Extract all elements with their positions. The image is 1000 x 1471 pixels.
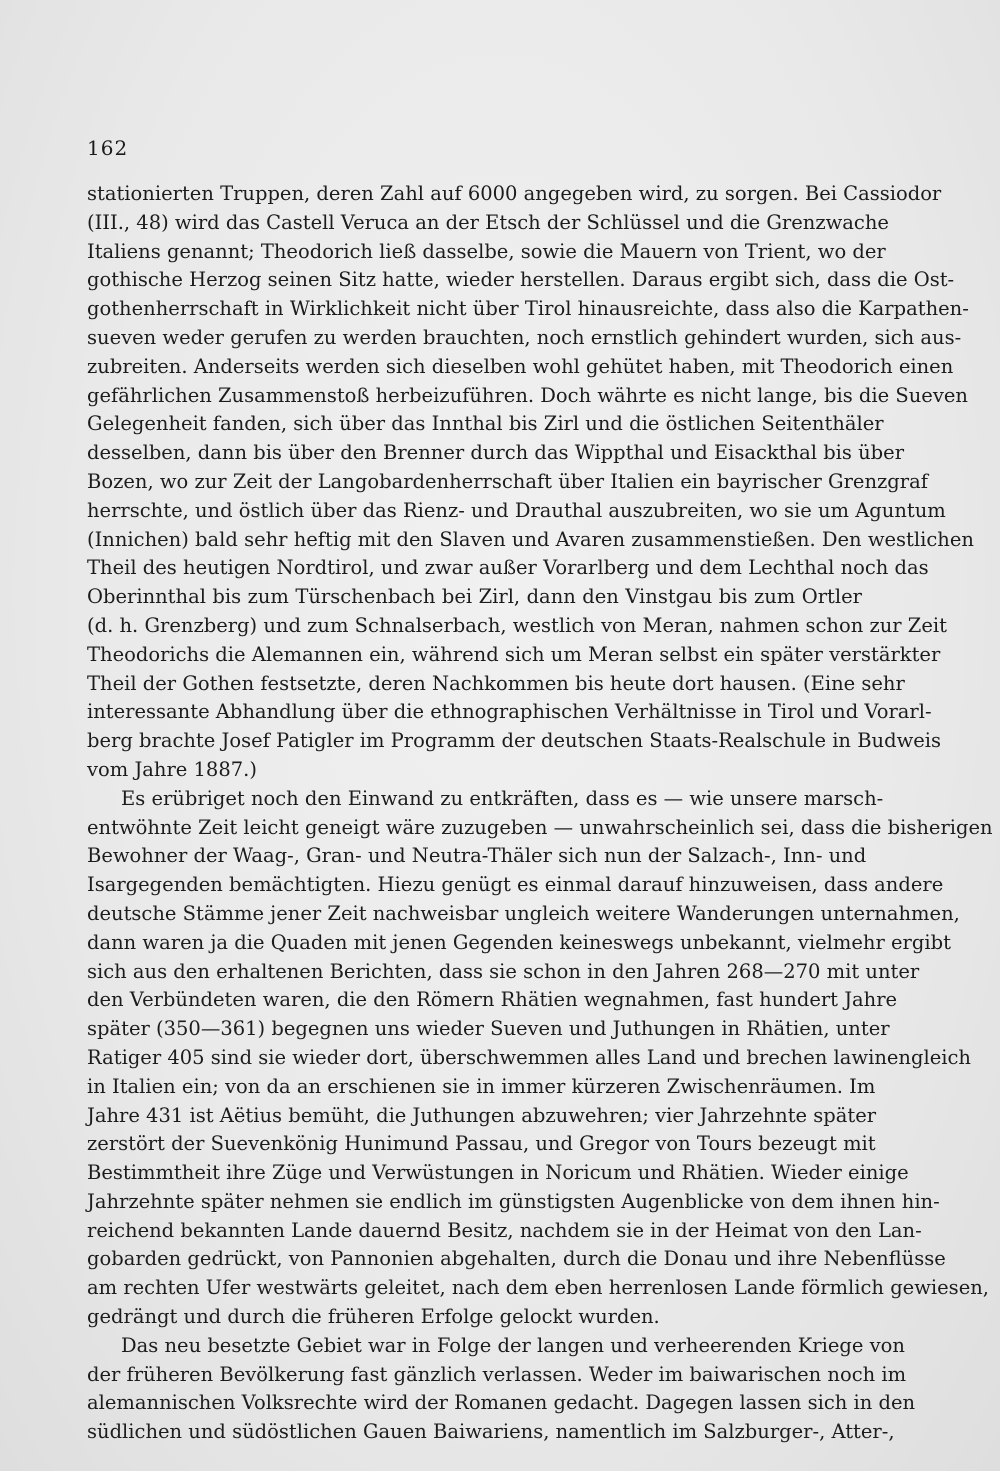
text-line: Es erübriget noch den Einwand zu entkräften, dass es — wie unsere marsch- [121, 786, 884, 810]
text-line: Ratiger 405 sind sie wieder dort, überschwemmen alles Land und brechen lawinengleich [87, 1045, 971, 1069]
text-line: gedrängt und durch die früheren Erfolge gelockt wurden. [87, 1305, 660, 1329]
text-line: Theil des heutigen Nordtirol, und zwar außer Vorarlberg und dem Lechthal noch das [87, 556, 929, 580]
text-line: zerstört der Suevenkönig Hunimund Passau, und Gregor von Tours bezeugt mit [87, 1132, 876, 1156]
text-line: Isargegenden bemächtigten. Hiezu genügt es einmal darauf hinzuweisen, dass andere [87, 873, 944, 897]
text-line: interessante Abhandlung über die ethnographischen Verhältnisse in Tirol und Vorarl- [87, 700, 932, 724]
text-line: (III., 48) wird das Castell Veruca an der Etsch der Schlüssel und die Grenzwache [87, 210, 889, 234]
text-line: der früheren Bevölkerung fast gänzlich verlassen. Weder im baiwarischen noch im [87, 1362, 907, 1386]
text-line: Das neu besetzte Gebiet war in Folge der langen und verheerenden Kriege von [121, 1333, 905, 1357]
text-line: südlichen und südöstlichen Gauen Baiwariens, namentlich im Salzburger-, Atter-, [87, 1420, 895, 1444]
text-line: berg brachte Josef Patigler im Programm der deutschen Staats-Realschule in Budweis [87, 729, 942, 753]
text-line: am rechten Ufer westwärts geleitet, nach dem eben herrenlosen Lande förmlich gewiesen, [87, 1276, 989, 1300]
text-line: vom Jahre 1887.) [87, 757, 257, 781]
text-line: den Verbündeten waren, die den Römern Rhätien wegnahmen, fast hundert Jahre [87, 988, 898, 1012]
text-line: gothenherrschaft in Wirklichkeit nicht über Tirol hinausreichte, dass also die Karpathen- [87, 297, 969, 321]
text-line: stationierten Truppen, deren Zahl auf 6000 angegeben wird, zu sorgen. Bei Cassiodor [87, 182, 942, 205]
text-line: Jahrzehnte später nehmen sie endlich im günstigsten Augenblicke von dem ihnen hin- [87, 1189, 940, 1213]
text-line: alemannischen Volksrechte wird der Romanen gedacht. Dagegen lassen sich in den [87, 1391, 916, 1415]
text-line: später (350—361) begegnen uns wieder Sueven und Juthungen in Rhätien, unter [87, 1017, 890, 1041]
text-line: reichend bekannten Lande dauernd Besitz, nachdem sie in der Heimat von den Lan- [87, 1218, 922, 1242]
text-line: Gelegenheit fanden, sich über das Innthal bis Zirl und die östlichen Seitenthäler [87, 412, 884, 436]
text-line: herrschte, und östlich über das Rienz- und Drauthal auszubreiten, wo sie um Aguntum [87, 498, 946, 522]
text-line: zubreiten. Anderseits werden sich dieselben wohl gehütet haben, mit Theodorich einen [87, 354, 954, 378]
text-line: gothische Herzog seinen Sitz hatte, wieder herstellen. Daraus ergibt sich, dass die Ost- [87, 268, 955, 292]
text-line: desselben, dann bis über den Brenner durch das Wippthal und Eisackthal bis über [87, 441, 905, 465]
text-line: Italiens genannt; Theodorich ließ dasselbe, sowie die Mauern von Trient, wo der [87, 239, 886, 263]
text-line: Theodorichs die Alemannen ein, während sich um Meran selbst ein später verstärkter [87, 642, 941, 666]
text-line: gobarden gedrückt, von Pannonien abgehalten, durch die Donau und ihre Nebenflüsse [87, 1247, 946, 1271]
text-line: Bewohner der Waag-, Gran- und Neutra-Thäler sich nun der Salzach-, Inn- und [87, 844, 867, 868]
text-line: sich aus den erhaltenen Berichten, dass sie schon in den Jahren 268—270 mit unter [87, 959, 920, 983]
body-text [87, 180, 993, 1447]
text-line: Bestimmtheit ihre Züge und Verwüstungen in Noricum und Rhätien. Wieder einige [87, 1161, 909, 1185]
text-line: dann waren ja die Quaden mit jenen Gegenden keineswegs unbekannt, vielmehr ergibt [87, 930, 951, 954]
text-line: (d. h. Grenzberg) und zum Schnalserbach, westlich von Meran, nahmen schon zur Zeit [87, 613, 947, 637]
text-line: Jahre 431 ist Aëtius bemüht, die Juthungen abzuwehren; vier Jahrzehnte später [87, 1103, 877, 1127]
text-line: Oberinnthal bis zum Türschenbach bei Zirl, dann den Vinstgau bis zum Ortler [87, 585, 862, 609]
text-line: entwöhnte Zeit leicht geneigt wäre zuzugeben — unwahrscheinlich sei, dass die bisherigen [87, 815, 993, 839]
page-number: 162 [87, 136, 129, 160]
text-line: in Italien ein; von da an erschienen sie in immer kürzeren Zwischenräumen. Im [87, 1074, 876, 1098]
text-line: gefährlichen Zusammenstoß herbeizuführen. Doch währte es nicht lange, bis die Sueven [87, 383, 968, 407]
text-line: sueven weder gerufen zu werden brauchten, noch ernstlich gehindert wurden, sich aus- [87, 325, 962, 349]
text-line: (Innichen) bald sehr heftig mit den Slaven und Avaren zusammenstießen. Den westlichen [87, 527, 974, 551]
text-line: Bozen, wo zur Zeit der Langobardenherrschaft über Italien ein bayrischer Grenzgraf [87, 469, 928, 493]
text-line: Theil der Gothen festsetzte, deren Nachkommen bis heute dort hausen. (Eine sehr [87, 671, 905, 695]
text-line: deutsche Stämme jener Zeit nachweisbar ungleich weitere Wanderungen unternahmen, [87, 901, 960, 925]
